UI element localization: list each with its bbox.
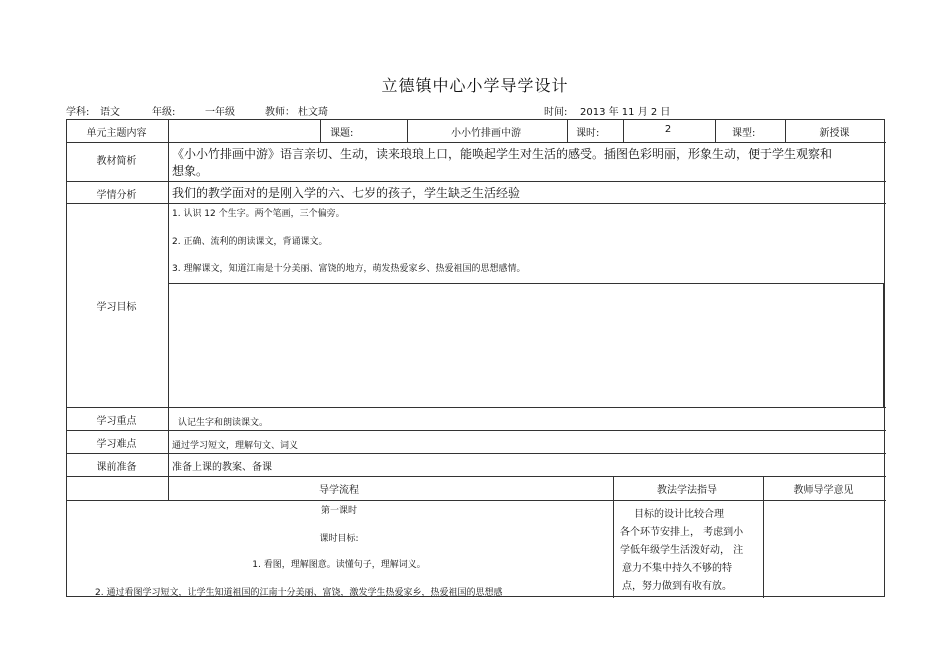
goal-item-3: 3. 理解课文，知道江南是十分美丽、富饶的地方，萌发热爱家乡、热爱祖国的思想感情。 xyxy=(172,264,526,274)
page-title: 立德镇中心小学导学设计 xyxy=(381,76,569,95)
teacher-value: 杜文琦 xyxy=(298,107,328,118)
preparation-text: 准备上课的教案、备课 xyxy=(172,462,272,473)
col-divider xyxy=(168,120,169,142)
goals-inner-divider xyxy=(168,283,883,284)
flow-lesson: 第一课时 xyxy=(320,506,357,516)
subject-label: 学科: xyxy=(66,107,90,118)
hours-label: 课时: xyxy=(576,128,600,139)
row-divider xyxy=(67,203,886,204)
flow-method-header: 教法学法指导 xyxy=(657,485,717,496)
flow-goal-title: 课时目标: xyxy=(319,534,359,544)
topic-value: 小小竹排画中游 xyxy=(451,128,521,139)
hours-value: 2 xyxy=(664,124,672,135)
col-divider xyxy=(320,120,321,142)
row-divider xyxy=(67,181,886,182)
key-points-text: 认记生字和朗读课文。 xyxy=(178,418,269,428)
goals-inner-border xyxy=(883,283,884,407)
label-col-divider xyxy=(168,142,169,500)
method-line-3: 学低年级学生活泼好动， 注 xyxy=(620,545,744,556)
preparation-label: 课前准备 xyxy=(96,462,137,473)
goal-item-2: 2. 正确、流利的朗读课文，背诵课文。 xyxy=(172,237,328,247)
type-label: 课型: xyxy=(732,128,756,139)
grade-value: 一年级 xyxy=(205,107,235,118)
teacher-label: 教师： xyxy=(265,107,295,118)
textbook-label: 教材简析 xyxy=(96,156,137,167)
subject-value: 语文 xyxy=(100,107,120,118)
method-line-2: 各个环节安排上， 考虑到小 xyxy=(620,527,744,538)
time-value: 2013 年 11 月 2 日 xyxy=(580,107,671,118)
grade-label: 年级: xyxy=(152,107,176,118)
flow-item-1: 1. 看图，理解图意。读懂句子，理解词义。 xyxy=(252,560,426,570)
time-label: 时间: xyxy=(544,107,568,118)
difficulties-label: 学习难点 xyxy=(96,439,137,450)
col-divider xyxy=(567,120,568,142)
method-line-1: 目标的设计比较合理 xyxy=(634,509,724,520)
goal-item-1: 1. 认识 12 个生字。两个笔画，三个偏旁。 xyxy=(172,209,345,219)
col-divider xyxy=(715,120,716,142)
textbook-line2: 想象。 xyxy=(172,164,209,178)
learner-text: 我们的教学面对的是刚入学的六、七岁的孩子，学生缺乏生活经验 xyxy=(172,186,521,200)
row-divider xyxy=(67,453,886,454)
row-divider xyxy=(67,407,886,408)
goals-label: 学习目标 xyxy=(96,302,137,313)
key-points-label: 学习重点 xyxy=(96,416,137,427)
method-line-5: 点，努力做到有收有放。 xyxy=(622,581,732,592)
topic-label: 课题: xyxy=(330,128,354,139)
unit-label: 单元主题内容 xyxy=(86,128,147,139)
difficulties-text: 通过学习短文，理解句文、词义 xyxy=(172,441,299,451)
flow-process-header: 导学流程 xyxy=(319,485,359,496)
type-value: 新授课 xyxy=(819,128,850,139)
row-divider xyxy=(67,142,886,143)
method-line-4: 意力不集中持久不够的特 xyxy=(622,563,732,574)
flow-item-2: 2. 通过看图学习短文，让学生知道祖国的江南十分美丽、富饶，激发学生热爱家乡，热爱祖国的思想感 xyxy=(95,588,503,598)
textbook-line1: 《小小竹排画中游》语言亲切、生动，读来琅琅上口，能唤起学生对生活的感受。插图色彩明丽，形象生动，便于学生观察和 xyxy=(172,147,833,161)
row-divider xyxy=(67,430,886,431)
learner-label: 学情分析 xyxy=(96,190,137,201)
flow-opinion-header: 教师导学意见 xyxy=(793,485,854,496)
